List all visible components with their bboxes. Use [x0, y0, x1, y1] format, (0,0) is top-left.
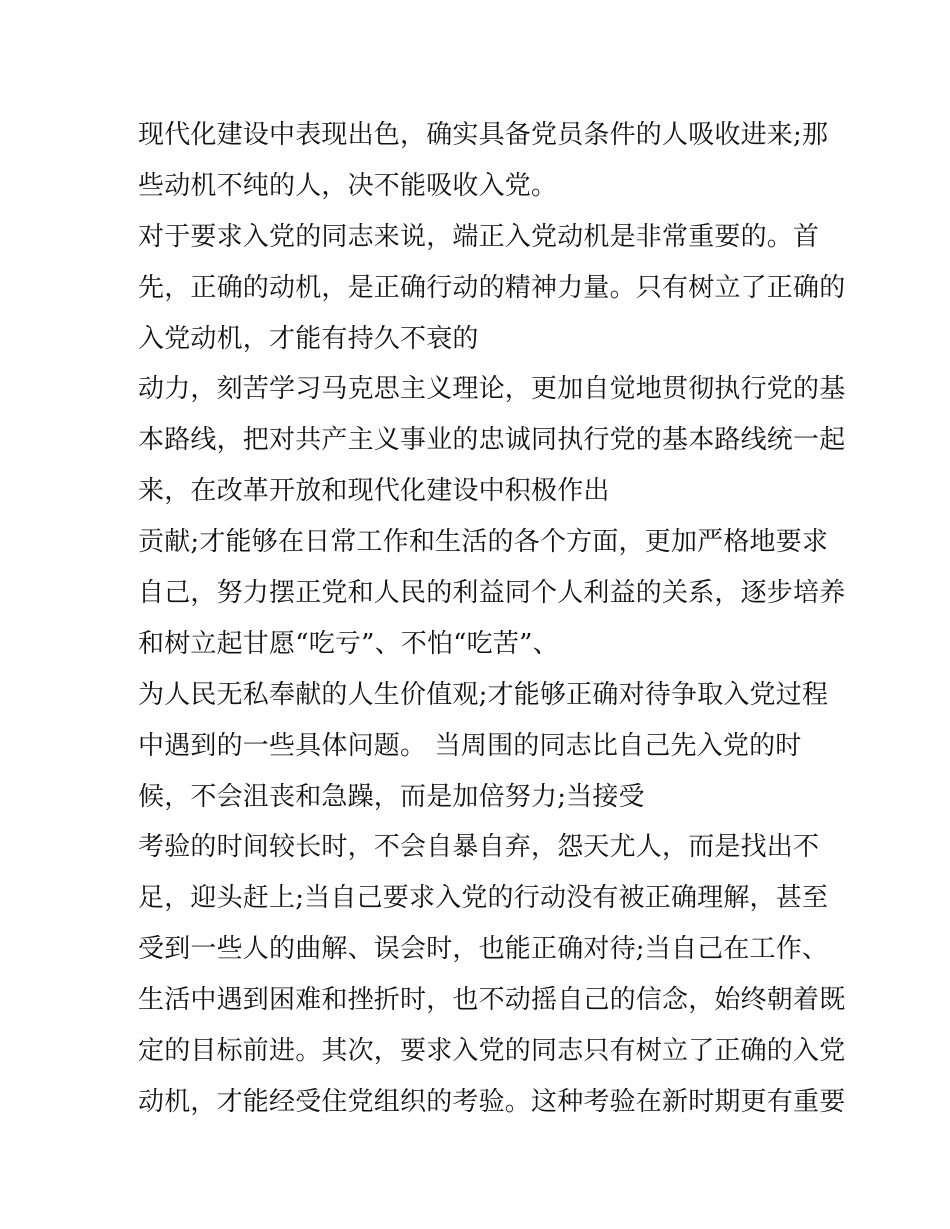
- text-line: 候，不会沮丧和急躁，而是加倍努力;当接受: [138, 781, 645, 812]
- text-line: 为人民无私奉献的人生价值观;才能够正确对待争取入党过程: [138, 679, 829, 710]
- text-line: 动力，刻苦学习马克思主义理论，更加自觉地贯彻执行党的基: [138, 374, 846, 405]
- text-line: 贡献;才能够在日常工作和生活的各个方面，更加严格地要求: [138, 527, 829, 558]
- text-line: 先，正确的动机，是正确行动的精神力量。只有树立了正确的: [138, 272, 846, 303]
- text-line: 自己，努力摆正党和人民的利益同个人利益的关系，逐步培养: [138, 578, 846, 609]
- text-line: 入党动机，才能有持久不衰的: [138, 323, 479, 354]
- text-line: 足，迎头赶上;当自己要求入党的行动没有被正确理解，甚至: [138, 883, 829, 914]
- text-line: 现代化建设中表现出色，确实具备党员条件的人吸收进来;那: [138, 120, 829, 150]
- text-line: 本路线，把对共产主义事业的忠诚同执行党的基本路线统一起: [138, 425, 846, 456]
- text-line: 些动机不纯的人，决不能吸收入党。: [138, 170, 558, 201]
- text-line: 来，在改革开放和现代化建设中积极作出: [138, 476, 610, 507]
- text-line: 定的目标前进。其次，要求入党的同志只有树立了正确的入党: [138, 1036, 846, 1067]
- body-text: [138, 110, 846, 1128]
- text-line: 生活中遇到困难和挫折时，也不动摇自己的信念，始终朝着既: [138, 985, 846, 1016]
- text-line: 受到一些人的曲解、误会时，也能正确对待;当自己在工作、: [138, 934, 829, 965]
- text-line: 中遇到的一些具体问题。 当周围的同志比自己先入党的时: [138, 730, 802, 761]
- text-line: 和树立起甘愿“吃亏”、不怕“吃苦”、: [138, 628, 559, 659]
- text-line: 对于要求入党的同志来说，端正入党动机是非常重要的。首: [138, 221, 820, 252]
- text-line: 考验的时间较长时，不会自暴自弃，怨天尤人，而是找出不: [138, 832, 820, 863]
- text-line: 动机，才能经受住党组织的考验。这种考验在新时期更有重要: [138, 1086, 846, 1117]
